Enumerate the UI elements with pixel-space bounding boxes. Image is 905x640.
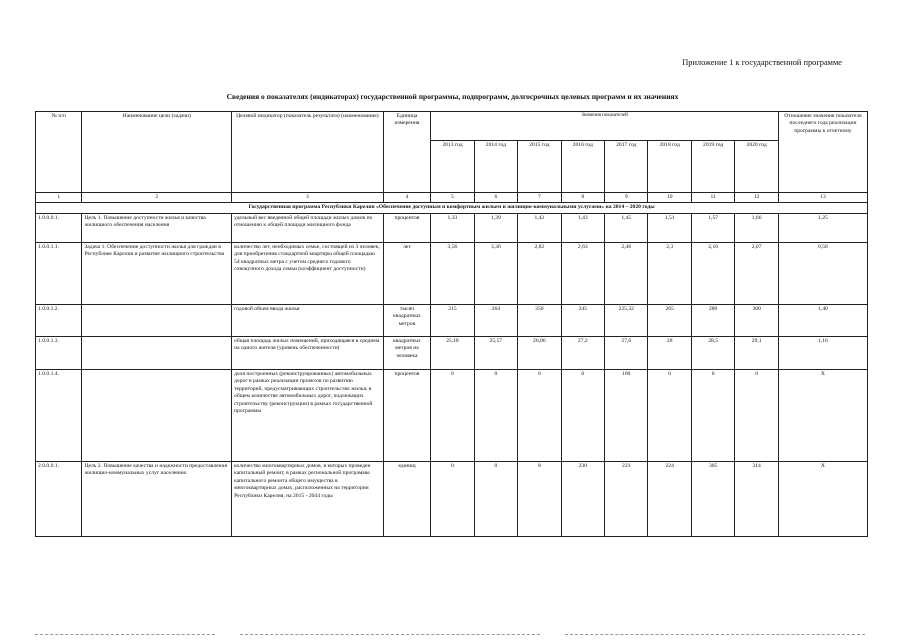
row-value: 2,82 — [518, 242, 561, 304]
row-goal — [82, 369, 232, 461]
row-value: 0 — [735, 369, 779, 461]
col-number: 2 — [82, 193, 232, 203]
row-value: 224 — [648, 461, 691, 536]
indicators-table — [35, 111, 868, 537]
row-value: 265 — [648, 304, 691, 336]
row-indicator: общая площадь жилых помещений, приходящаяся в среднем на одного жителя (уровень обеспеченности) — [232, 336, 384, 369]
section-row — [36, 203, 868, 213]
row-unit: единиц — [383, 461, 431, 536]
col-number: 6 — [474, 193, 517, 203]
row-goal: Задача 1. Обеспечение доступности жилья для граждан в Республике Карелия и развитие жилищного строительства — [82, 242, 232, 304]
bottom-divider — [565, 634, 865, 637]
col-number: 13 — [778, 193, 867, 203]
header-values: Значения показателей — [431, 112, 779, 141]
year-2013: 2013 год — [431, 141, 474, 193]
row-value: 1,45 — [605, 213, 648, 242]
col-number: 9 — [605, 193, 648, 203]
year-2014: 2014 год — [474, 141, 517, 193]
col-number: 11 — [691, 193, 734, 203]
header-unit: Единица измерения — [383, 112, 431, 193]
row-ratio: Х — [778, 461, 867, 536]
row-value: 2,07 — [735, 242, 779, 304]
year-2016: 2016 год — [561, 141, 604, 193]
row-value: 100 — [605, 369, 648, 461]
row-value: 0 — [518, 369, 561, 461]
col-number: 12 — [735, 193, 779, 203]
row-value: 27,6 — [605, 336, 648, 369]
row-value: 1,43 — [561, 213, 604, 242]
row-value: 1,51 — [648, 213, 691, 242]
row-value: 1,42 — [518, 213, 561, 242]
row-value: 0 — [474, 369, 517, 461]
header-row — [36, 112, 868, 141]
row-value: 223 — [605, 461, 648, 536]
document-title: Сведения о показателях (индикаторах) государственной программы, подпрограмм, долгосрочных целевых программ и их значениях — [226, 92, 679, 101]
row-num: 1.0.0.1.3. — [36, 336, 82, 369]
column-number-row — [36, 193, 868, 203]
row-value: 2,46 — [605, 242, 648, 304]
row-value: 3,36 — [474, 242, 517, 304]
col-number: 1 — [36, 193, 82, 203]
row-indicator: количество многоквартирных домов, в которых проведен капитальный ремонт, в рамках региональной программы капитального ремонта общего имущества в многоквартирных домах, расположенных на территории Республики Карелия, на 2015 - 2044 годы — [232, 461, 384, 536]
row-value: 28,5 — [691, 336, 734, 369]
row-ratio: 1,16 — [778, 336, 867, 369]
header-indicator: Целевой индикатор (показатель результата) (наименование) — [232, 112, 384, 193]
table-row — [36, 242, 868, 304]
row-value: 1,66 — [735, 213, 779, 242]
row-unit: тысяч квадратных метров — [383, 304, 431, 336]
col-number: 3 — [232, 193, 384, 203]
row-unit: квадратных метров на человека — [383, 336, 431, 369]
row-num: 1.0.0.1.4. — [36, 369, 82, 461]
table-row — [36, 461, 868, 536]
table-row — [36, 369, 868, 461]
col-number: 4 — [383, 193, 431, 203]
row-value: 0 — [691, 369, 734, 461]
row-indicator: годовой объем ввода жилья — [232, 304, 384, 336]
row-value: 0 — [474, 461, 517, 536]
col-number: 8 — [561, 193, 604, 203]
row-value: 29,1 — [735, 336, 779, 369]
row-value: 215 — [431, 304, 474, 336]
appendix-label: Приложение 1 к государственной программе — [682, 58, 842, 67]
row-ratio: 0,58 — [778, 242, 867, 304]
row-unit: процентов — [383, 213, 431, 242]
row-goal — [82, 336, 232, 369]
row-value: 264 — [474, 304, 517, 336]
row-value: 314 — [735, 461, 779, 536]
year-2020: 2020 год — [735, 141, 779, 193]
row-value: 245 — [561, 304, 604, 336]
row-value: 25,18 — [431, 336, 474, 369]
header-ratio: Отношение значения показателя последнего года реализации программы к отчетному — [778, 112, 867, 193]
row-ratio: 1,40 — [778, 304, 867, 336]
year-2015: 2015 год — [518, 141, 561, 193]
row-num: 1.0.0.0.1. — [36, 213, 82, 242]
row-unit: процентов — [383, 369, 431, 461]
row-value: 2,16 — [691, 242, 734, 304]
row-goal: Цель 1. Повышение доступности жилья и качества жилищного обеспечения населения — [82, 213, 232, 242]
bottom-divider — [35, 634, 215, 637]
row-num: 1.0.0.1.2. — [36, 304, 82, 336]
col-number: 7 — [518, 193, 561, 203]
row-indicator: количество лет, необходимых семье, состоящей из 3 человек, для приобретения стандартной квартиры общей площадью 54 квадратных метра с учетом среднего годового совокупного дохода семьи (коэффициент доступности) — [232, 242, 384, 304]
row-value: 280 — [691, 304, 734, 336]
header-num: № п/п — [36, 112, 82, 193]
row-value: 3,56 — [431, 242, 474, 304]
row-value: 27,2 — [561, 336, 604, 369]
row-goal — [82, 304, 232, 336]
row-value: 305 — [691, 461, 734, 536]
row-value: 26,06 — [518, 336, 561, 369]
row-value: 225,32 — [605, 304, 648, 336]
row-indicator: удельный вес введенной общей площади жилых домов по отношению к общей площади жилищного фонда — [232, 213, 384, 242]
row-value: 1,57 — [691, 213, 734, 242]
row-value: 28 — [648, 336, 691, 369]
year-2019: 2019 год — [691, 141, 734, 193]
row-value: 2,3 — [648, 242, 691, 304]
row-num: 1.0.0.1.1. — [36, 242, 82, 304]
bottom-divider — [240, 634, 540, 637]
header-goal: Наименование цели (задачи) — [82, 112, 232, 193]
row-value: 300 — [735, 304, 779, 336]
row-ratio: Х — [778, 369, 867, 461]
year-2017: 2017 год — [605, 141, 648, 193]
row-value: 1,33 — [431, 213, 474, 242]
row-goal: Цель 2. Повышение качества и надежности предоставления жилищно-коммунальных услуг населению — [82, 461, 232, 536]
col-number: 5 — [431, 193, 474, 203]
row-num: 2.0.0.0.1. — [36, 461, 82, 536]
row-value: 0 — [431, 461, 474, 536]
table-row — [36, 213, 868, 242]
row-value: 350 — [518, 304, 561, 336]
row-value: 0 — [648, 369, 691, 461]
row-value: 8 — [518, 461, 561, 536]
row-value: 1,39 — [474, 213, 517, 242]
section-title: Государственная программа Республики Карелия «Обеспечение доступным и комфортным жильем и жилищно-коммунальными услугами» на 2014 – 2020 годы — [36, 203, 868, 213]
table-row — [36, 304, 868, 336]
row-unit: лет — [383, 242, 431, 304]
row-value: 230 — [561, 461, 604, 536]
year-2018: 2018 год — [648, 141, 691, 193]
row-indicator: доля построенных (реконструированных) автомобильных дорог в рамках реализации проектов по развитию территорий, предусматривающих строительство жилья, в общем количестве автомобильных дорог, подлежащих строительству (реконструкции) в рамках государственной программы — [232, 369, 384, 461]
row-value: 25,57 — [474, 336, 517, 369]
row-ratio: 1,25 — [778, 213, 867, 242]
col-number: 10 — [648, 193, 691, 203]
row-value: 0 — [431, 369, 474, 461]
row-value: 0 — [561, 369, 604, 461]
row-value: 2,63 — [561, 242, 604, 304]
table-row — [36, 336, 868, 369]
